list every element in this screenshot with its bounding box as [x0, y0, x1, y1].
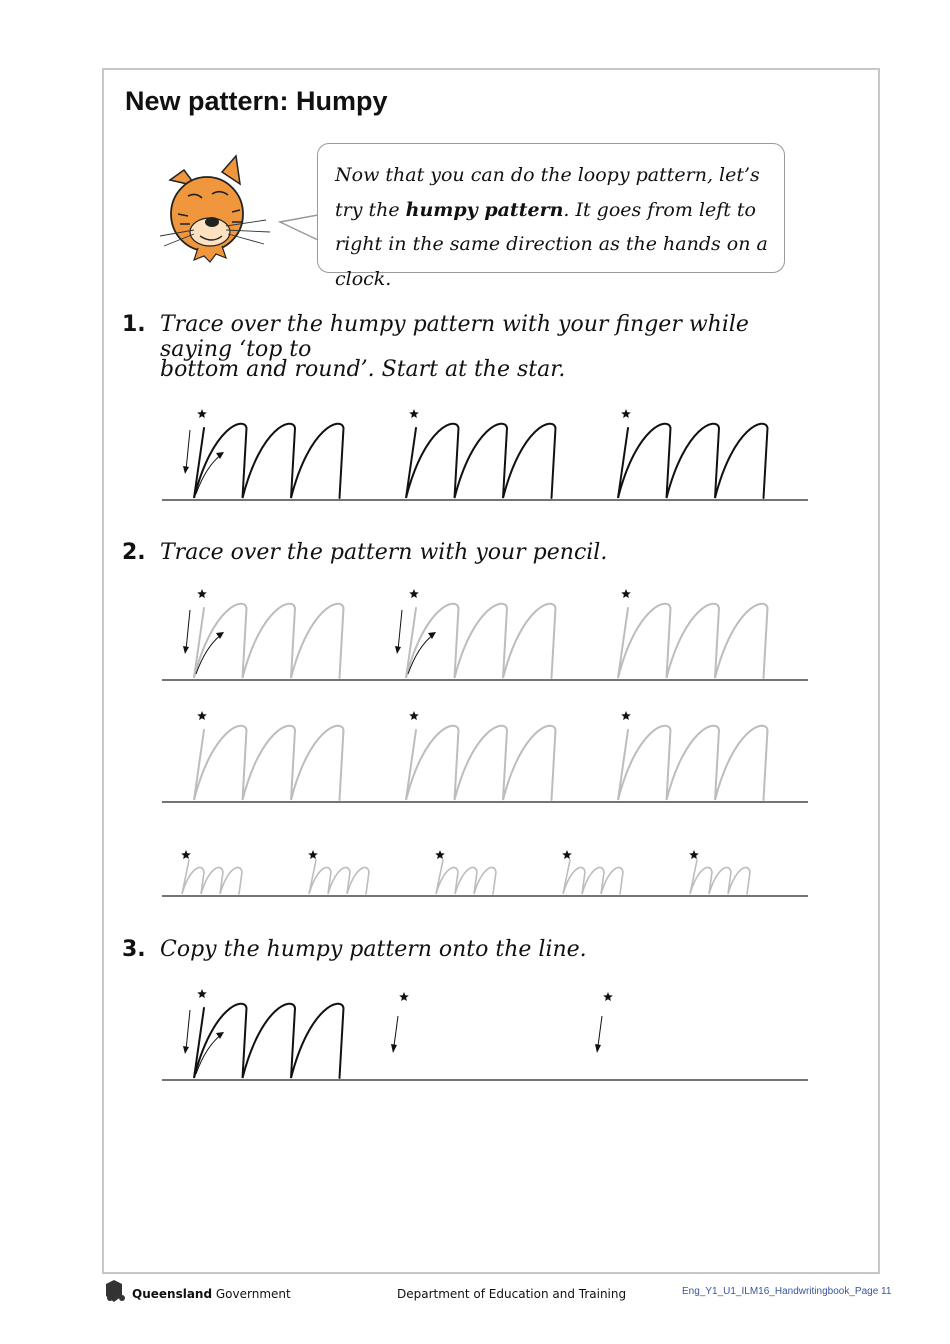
footer-gov-bold: Queensland [132, 1287, 213, 1301]
intro-text-end: . It goes from left to right in the same direction as the hands on a clock. [335, 198, 768, 290]
queensland-crest-icon [106, 1280, 125, 1302]
footer-gov-rest: Government [212, 1287, 291, 1301]
question-3-text: Copy the humpy pattern onto the line. [160, 937, 587, 962]
footer-reference: Eng_Y1_U1_ILM16_Handwritingbook_Page 11 [682, 1286, 892, 1297]
footer-government [132, 1287, 291, 1301]
footer-department: Department of Education and Training [397, 1287, 627, 1301]
page-title: New pattern: Humpy [125, 86, 388, 116]
question-2-text: Trace over the pattern with your pencil. [160, 540, 608, 565]
question-1-number: 1. [122, 312, 146, 337]
question-1-text-line1: Trace over the humpy pattern with your finger while saying ‘top to [160, 312, 749, 362]
question-2-number: 2. [122, 540, 146, 565]
question-3-number: 3. [122, 937, 146, 962]
intro-text-start: Now that you can do the loopy pattern, let’s try the [335, 164, 760, 221]
question-1-text-line2: bottom and round’. Start at the star. [160, 357, 566, 382]
intro-bold-term: humpy pattern [405, 198, 564, 221]
